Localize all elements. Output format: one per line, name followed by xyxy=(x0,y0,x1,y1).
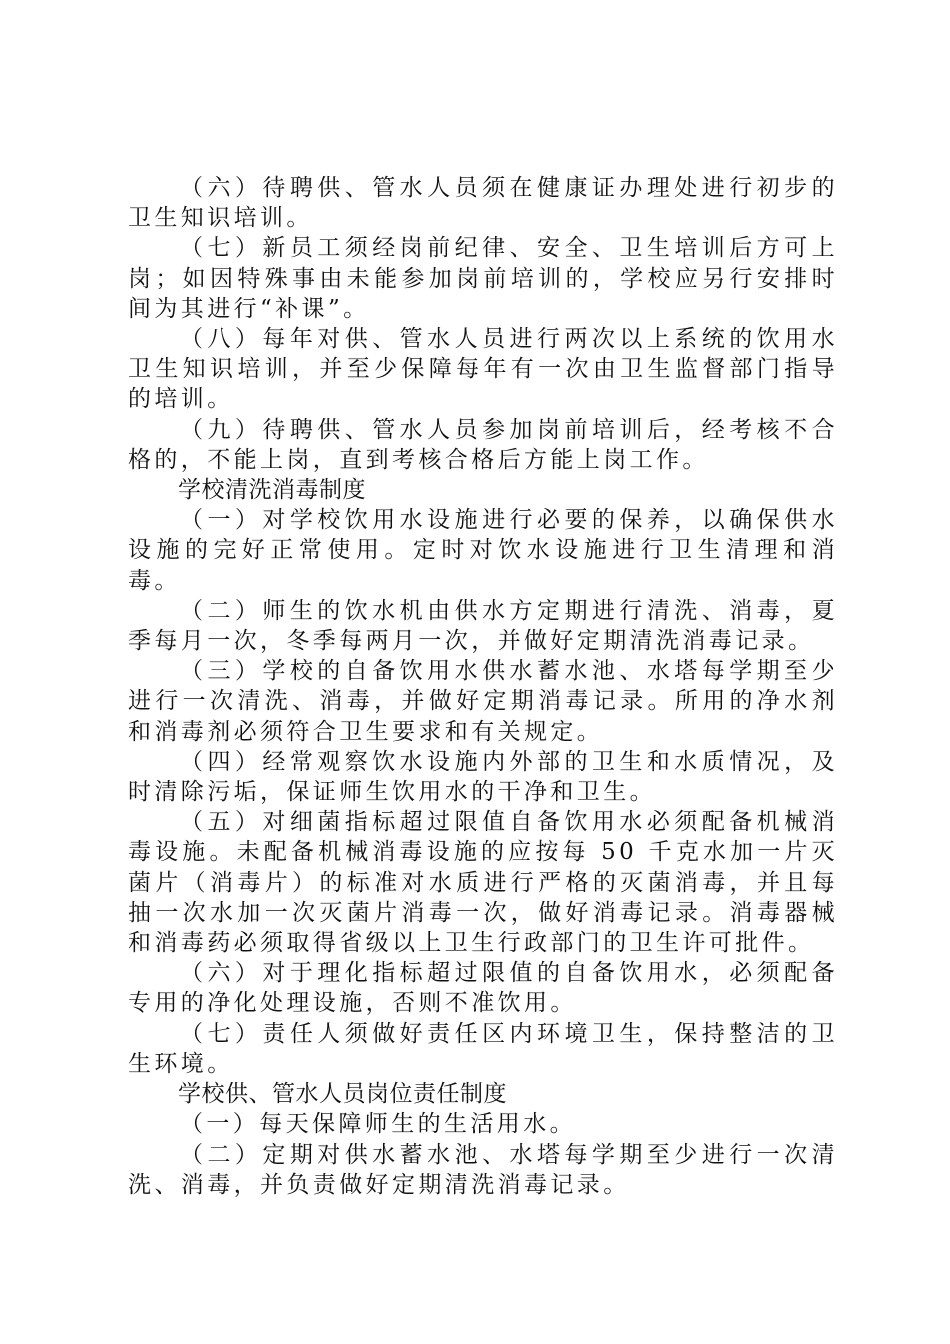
paragraph-item-2-dispenser: （二）师生的饮水机由供水方定期进行清洗、消毒，夏季每月一次，冬季每两月一次，并做好定期清洗消毒记录。 xyxy=(128,597,838,655)
paragraph-item-9-assessment: （九）待聘供、管水人员参加岗前培训后，经考核不合格的，不能上岗，直到考核合格后方能上岗工作。 xyxy=(128,416,838,473)
paragraph-item-1-daily-water: （一）每天保障师生的生活用水。 xyxy=(180,1111,576,1138)
paragraph-item-2-cleaning-records: （二）定期对供水蓄水池、水塔每学期至少进行一次清洗、消毒，并负责做好定期清洗消毒记录。 xyxy=(128,1141,838,1198)
paragraph-item-6-training: （六）待聘供、管水人员须在健康证办理处进行初步的卫生知识培训。 xyxy=(128,175,838,232)
paragraph-item-8-annual-training: （八）每年对供、管水人员进行两次以上系统的饮用水卫生知识培训，并至少保障每年有一次由卫生监督部门指导的培训。 xyxy=(128,326,838,413)
paragraph-item-7-environment: （七）责任人须做好责任区内环境卫生，保持整洁的卫生环境。 xyxy=(128,1020,838,1077)
paragraph-item-4-inspection: （四）经常观察饮水设施内外部的卫生和水质情况，及时清除污垢，保证师生饮用水的干净和卫生。 xyxy=(128,748,838,806)
paragraph-item-6-purification: （六）对于理化指标超过限值的自备饮用水，必须配备专用的净化处理设施，否则不准饮用。 xyxy=(128,960,838,1017)
paragraph-item-1-maintenance: （一）对学校饮用水设施进行必要的保养，以确保供水设施的完好正常使用。定时对饮水设施进行卫生清理和消毒。 xyxy=(128,507,838,594)
paragraph-item-7-new-staff: （七）新员工须经岗前纪律、安全、卫生培训后方可上岗；如因特殊事由未能参加岗前培训的，学校应另行安排时间为其进行“补课”。 xyxy=(128,235,838,322)
document-body xyxy=(128,173,838,1200)
paragraph-item-3-reservoir: （三）学校的自备饮用水供水蓄水池、水塔每学期至少进行一次清洗、消毒，并做好定期消毒记录。所用的净水剂和消毒剂必须符合卫生要求和有关规定。 xyxy=(128,658,838,745)
paragraph-item-5-disinfection: （五）对细菌指标超过限值自备饮用水必须配备机械消毒设施。未配备机械消毒设施的应按每 50 千克水加一片灭菌片（消毒片）的标准对水质进行严格的灭菌消毒，并且每抽一次水加一次灭菌片消毒一次，做好消毒记录。消毒器械和消毒药必须取得省级以上卫生行政部门的卫生许可批件。 xyxy=(128,809,838,957)
section-heading-responsibility: 学校供、管水人员岗位责任制度 xyxy=(178,1081,507,1108)
section-heading-cleaning: 学校清洗消毒制度 xyxy=(178,477,366,504)
